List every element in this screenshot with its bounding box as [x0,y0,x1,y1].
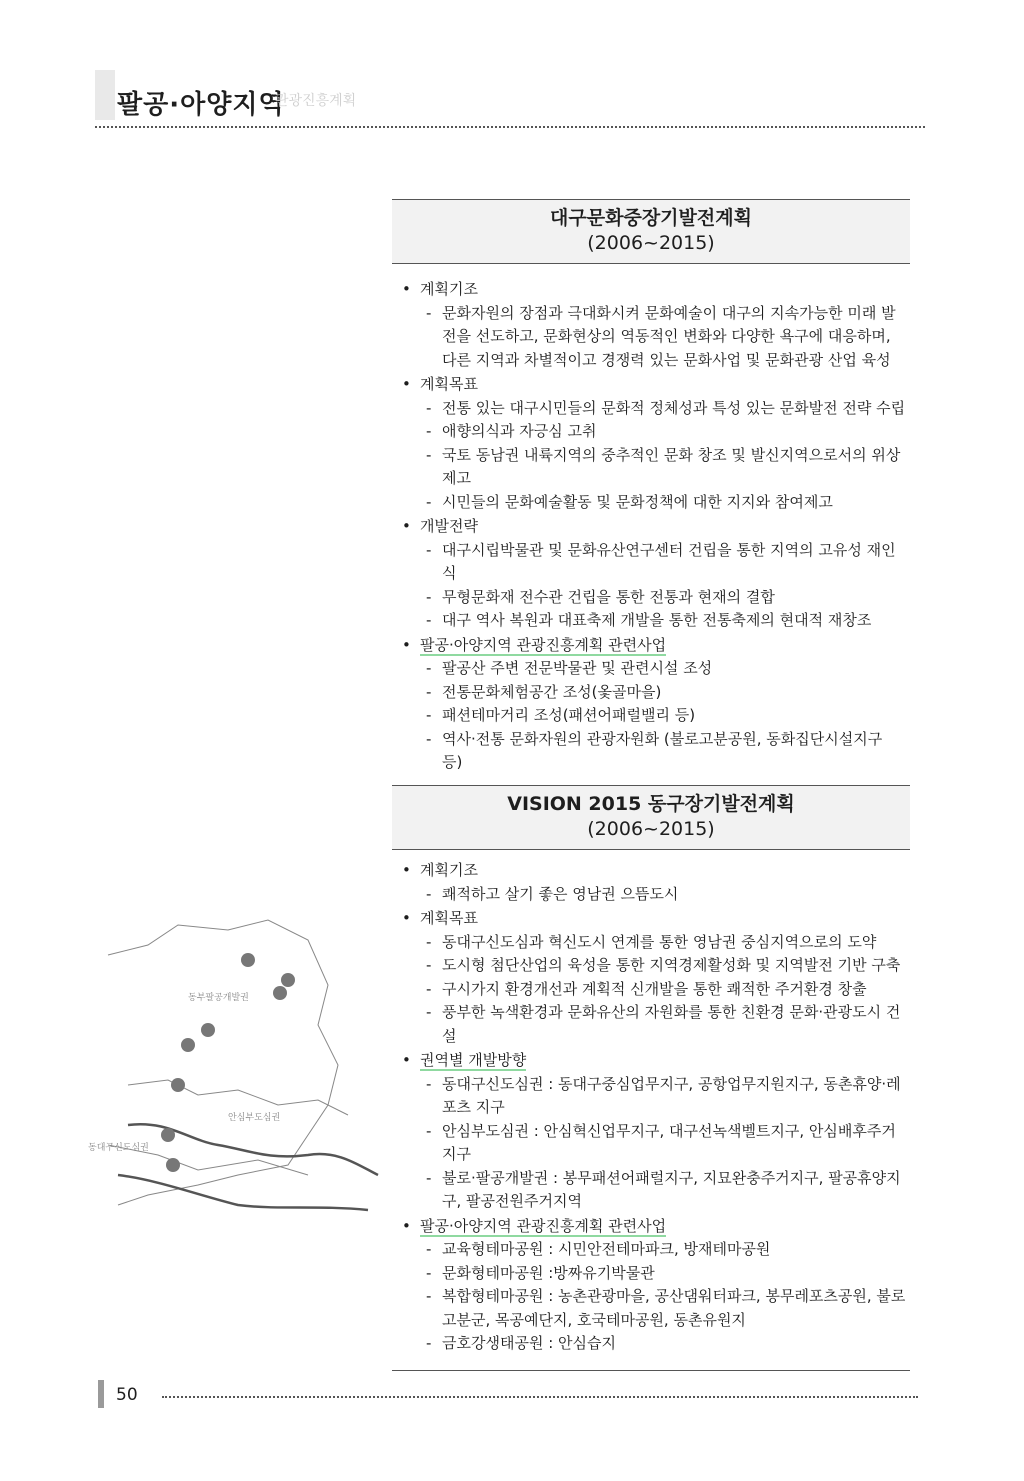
footer-accent-bar [98,1380,104,1408]
list-item: - 대구 역사 복원과 대표축제 개발을 통한 전통축제의 현대적 재창조 [392,609,910,633]
map-marker [281,973,295,987]
list-item: - 팔공산 주변 전문박물관 및 관련시설 조성 [392,657,910,681]
header-divider [95,126,925,128]
list-item: - 패션테마거리 조성(패션어패럴밸리 등) [392,704,910,728]
header-subtitle: 관광진흥계획 [275,93,357,109]
list-item: - 무형문화재 전수관 건립을 통한 전통과 현재의 결합 [392,586,910,610]
page-footer [98,1380,918,1410]
section-title-box [392,785,910,850]
section-end-rule [392,1370,910,1371]
list-item: - 문화자원의 장점과 극대화시켜 문화예술이 대구의 지속가능한 미래 발전을 선도하고, 문화현상의 역동적인 변화와 다양한 욕구에 대응하며, 다른 지역과 차별적이고 경쟁력 있는 문화사업 및 문화관광 산업 육성 [392,302,910,373]
list-item: - 애향의식과 자긍심 고취 [392,420,910,444]
header-title: 팔공·아양지역 [117,90,285,120]
map-marker [171,1078,185,1092]
list-item: - 도시형 첨단산업의 육성을 통한 지역경제활성화 및 지역발전 기반 구축 [392,954,910,978]
road-line [118,1175,368,1210]
map-marker [273,986,287,1000]
list-item: - 역사·전통 문화자원의 관광자원화 (불로고분공원, 동화집단시설지구 등) [392,728,910,775]
group-heading: • 계획기조 [392,859,910,883]
group-heading: • 계획기조 [392,278,910,302]
list-item: - 안심부도심권 : 안심혁신업무지구, 대구선녹색벨트지구, 안심배후주거지구 [392,1120,910,1167]
list-item: - 동대구신도심권 : 동대구중심업무지구, 공항업무지원지구, 동촌휴양·레포츠 지구 [392,1073,910,1120]
list-item: - 전통 있는 대구시민들의 문화적 정체성과 특성 있는 문화발전 전략 수립 [392,397,910,421]
map-label: 동부팔공개발권 [188,993,249,1003]
list-item: - 동대구신도심과 혁신도시 연계를 통한 영남권 중심지역으로의 도약 [392,931,910,955]
section-period: (2006~2015) [587,232,715,254]
group-heading-highlighted [392,1215,910,1239]
header-accent-block [95,70,115,120]
map-marker [241,953,255,967]
map-marker [166,1158,180,1172]
list-item: - 교육형테마공원 : 시민안전테마파크, 방재테마공원 [392,1238,910,1262]
list-item: - 국토 동남권 내륙지역의 중추적인 문화 창조 및 발신지역으로서의 위상 제고 [392,444,910,491]
district-boundary [128,1080,348,1115]
list-item: - 불로·팔공개발권 : 봉무패션어패럴지구, 지묘완충주거지구, 팔공휴양지구, 팔공전원주거지역 [392,1167,910,1214]
page-header [95,70,925,130]
highlighted-heading: 팔공·아양지역 관광진흥계획 관련사업 [420,635,667,654]
section-period: (2006~2015) [587,818,715,840]
list-item: - 대구시립박물관 및 문화유산연구센터 건립을 통한 지역의 고유성 재인식 [392,539,910,586]
section-daegu-culture-plan [392,199,910,775]
map-label: 안심부도심권 [228,1113,281,1123]
list-item: - 복합형테마공원 : 농촌관광마을, 공산댐워터파크, 봉무레포츠공원, 불로고분군, 목공예단지, 호국테마공원, 동촌유원지 [392,1285,910,1332]
highlighted-heading: 권역별 개발방향 [420,1051,527,1069]
group-heading-highlighted [392,634,910,658]
section-title: 대구문화중장기발전계획 [550,207,752,229]
district-map [88,905,388,1235]
group-heading: • 계획목표 [392,373,910,397]
map-marker [161,1128,175,1142]
footer-divider [162,1396,918,1398]
highlighted-heading: 팔공·아양지역 관광진흥계획 관련사업 [420,1216,667,1235]
group-heading: • 개발전략 [392,515,910,539]
district-boundary [108,920,338,1205]
page-number: 50 [116,1385,138,1405]
list-item: - 전통문화체험공간 조성(옻골마을) [392,681,910,705]
list-item: - 풍부한 녹색환경과 문화유산의 자원화를 통한 친환경 문화·관광도시 건설 [392,1001,910,1048]
section-donggu-vision-plan [392,785,910,1371]
section-title-box [392,199,910,264]
list-item: - 구시가지 환경개선과 계획적 신개발을 통한 쾌적한 주거환경 창출 [392,978,910,1002]
map-label: 동대구신도심권 [88,1143,149,1153]
list-item: - 금호강생태공원 : 안심습지 [392,1332,910,1356]
map-marker [201,1023,215,1037]
group-heading-highlighted [392,1049,910,1073]
list-item: - 쾌적하고 살기 좋은 영남권 으뜸도시 [392,883,910,907]
section-title: VISION 2015 동구장기발전계획 [507,793,795,815]
map-marker [181,1038,195,1052]
list-item: - 시민들의 문화예술활동 및 문화정책에 대한 지지와 참여제고 [392,491,910,515]
group-heading: • 계획목표 [392,907,910,931]
list-item: - 문화형테마공원 :방짜유기박물관 [392,1262,910,1286]
